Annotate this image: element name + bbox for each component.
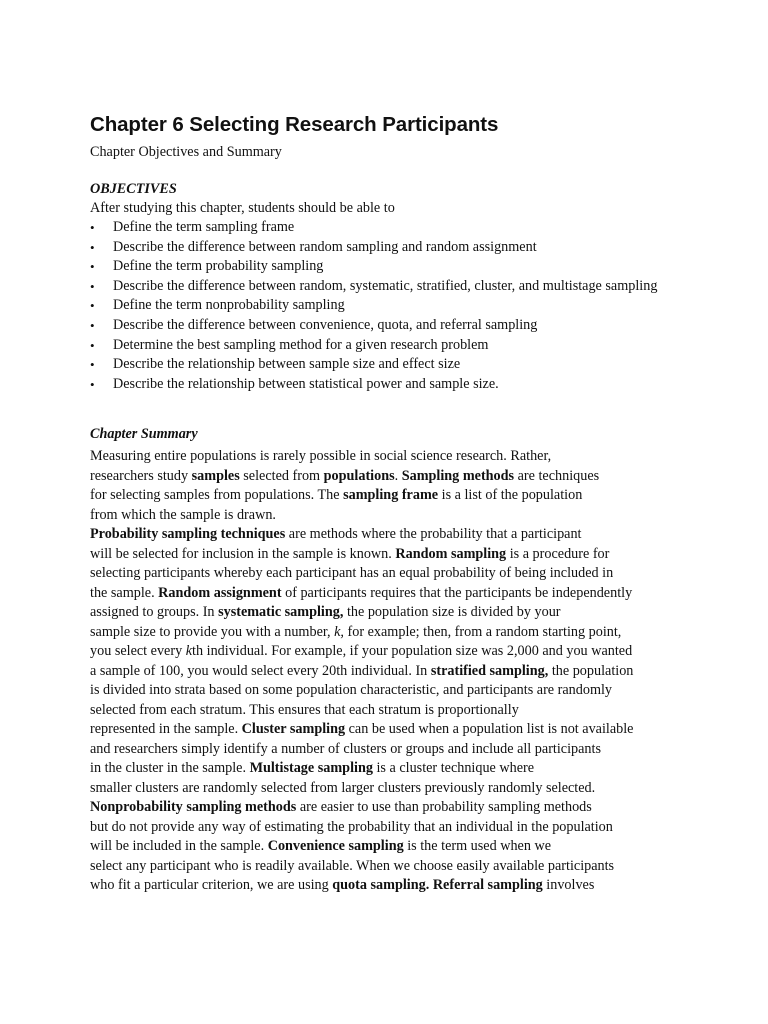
summary-line: [90, 486, 690, 506]
summary-line: [90, 798, 690, 818]
summary-line: [90, 447, 690, 467]
objective-item: [90, 218, 690, 238]
key-term: sampling frame: [343, 487, 439, 504]
summary-text: assigned to groups. In: [90, 604, 219, 621]
objective-item: [90, 375, 690, 395]
objective-text: Define the term sampling frame: [113, 219, 295, 235]
summary-text: represented in the sample.: [90, 721, 242, 738]
summary-line: [90, 603, 690, 623]
key-term: systematic sampling,: [218, 604, 344, 621]
objective-item: [90, 238, 690, 258]
summary-text: and researchers simply identify a number of clusters or groups and include all participants: [90, 740, 601, 757]
objective-item: [90, 296, 690, 316]
summary-text: .: [394, 467, 402, 484]
summary-text: selecting participants whereby each participant has an equal probability of being included in: [90, 565, 614, 582]
summary-text: are techniques: [514, 467, 600, 484]
objective-item: [90, 355, 690, 375]
summary-line: [90, 818, 690, 838]
summary-text: is a procedure for: [506, 545, 610, 562]
summary-text: you select every: [90, 643, 186, 660]
summary-text: are easier to use than probability sampling methods: [296, 799, 592, 816]
objective-text: Describe the difference between convenience, quota, and referral sampling: [113, 316, 538, 333]
summary-line: [90, 467, 690, 487]
summary-text: involves: [542, 877, 595, 894]
summary-paragraph: [90, 447, 690, 896]
summary-line: [90, 564, 690, 584]
key-term: Probability sampling techniques: [90, 526, 286, 543]
summary-text: of participants requires that the participants be independently: [281, 584, 633, 601]
summary-text: is the term used when we: [403, 838, 552, 855]
objective-item: [90, 316, 690, 336]
summary-text: will be included in the sample.: [90, 838, 268, 855]
summary-text: is a cluster technique where: [372, 760, 535, 777]
summary-line: [90, 662, 690, 682]
objective-text: Define the term nonprobability sampling: [113, 297, 345, 314]
bullet-icon: •: [90, 239, 95, 255]
summary-line: [90, 525, 690, 545]
summary-line: [90, 857, 690, 877]
objective-text: Describe the relationship between sample size and effect size: [113, 356, 461, 373]
summary-text: Measuring entire populations is rarely possible in social science research. Rather,: [90, 448, 552, 465]
page-subtitle: Chapter Objectives and Summary: [90, 144, 282, 160]
italic-variable: k,: [334, 623, 344, 640]
summary-text: sample size to provide you with a number,: [90, 623, 335, 640]
summary-line: [90, 720, 690, 740]
key-term: populations: [323, 467, 395, 484]
objective-item: [90, 277, 690, 297]
objective-text: Describe the difference between random sampling and random assignment: [113, 238, 537, 255]
summary-text: select any participant who is readily available. When we choose easily available participants: [90, 857, 615, 874]
summary-text: who fit a particular criterion, we are using: [90, 877, 333, 894]
key-term: samples: [191, 467, 240, 484]
summary-line: [90, 701, 690, 721]
summary-line: [90, 506, 690, 526]
objective-text: Describe the relationship between statistical power and sample size.: [113, 375, 499, 392]
summary-text: smaller clusters are randomly selected from larger clusters previously randomly selected.: [90, 779, 596, 796]
bullet-icon: •: [90, 259, 95, 275]
summary-text: the sample.: [90, 584, 159, 601]
key-term: Random assignment: [158, 584, 282, 601]
document-page: [90, 111, 690, 896]
summary-line: [90, 545, 690, 565]
objective-item: [90, 257, 690, 277]
key-term: Cluster sampling: [241, 721, 346, 738]
objective-item: [90, 336, 690, 356]
summary-line: [90, 779, 690, 799]
summary-text: the population size is divided by your: [343, 604, 561, 621]
bullet-icon: •: [90, 220, 95, 235]
summary-text: can be used when a population list is not available: [345, 721, 634, 738]
bullet-icon: •: [90, 337, 95, 353]
key-term: Random sampling: [395, 545, 507, 562]
key-term: Referral sampling: [432, 877, 543, 894]
page-title: Chapter 6 Selecting Research Participants: [90, 113, 499, 136]
bullet-icon: •: [90, 298, 95, 314]
key-term: Sampling methods: [401, 467, 515, 484]
summary-text: is a list of the population: [438, 487, 583, 504]
summary-text: is divided into strata based on some population characteristic, and participants are randomly: [90, 682, 613, 699]
summary-text: researchers study: [90, 467, 192, 484]
summary-line: [90, 876, 690, 896]
bullet-icon: •: [90, 317, 95, 333]
summary-heading: Chapter Summary: [90, 426, 198, 443]
key-term: stratified sampling,: [430, 662, 549, 679]
objective-text: Determine the best sampling method for a given research problem: [113, 336, 489, 353]
objective-text: Define the term probability sampling: [113, 258, 324, 275]
summary-text: from which the sample is drawn.: [90, 506, 276, 523]
key-term: Multistage sampling: [249, 760, 373, 777]
summary-text: selected from each stratum. This ensures that each stratum is proportionally: [90, 701, 519, 718]
objectives-list: [90, 218, 690, 394]
summary-text: a sample of 100, you would select every 20th individual. In: [90, 662, 431, 679]
summary-text: selected from: [239, 467, 324, 484]
summary-text: are methods where the probability that a participant: [285, 526, 582, 543]
summary-line: [90, 584, 690, 604]
summary-text: for example; then, from a random starting point,: [343, 623, 622, 640]
key-term: quota sampling.: [332, 877, 430, 894]
objectives-intro: After studying this chapter, students should be able to: [90, 200, 395, 216]
bullet-icon: •: [90, 376, 95, 392]
summary-text: in the cluster in the sample.: [90, 760, 250, 777]
key-term: Convenience sampling: [267, 838, 404, 855]
bullet-icon: •: [90, 357, 95, 373]
summary-line: [90, 759, 690, 779]
summary-line: [90, 642, 690, 662]
summary-line: [90, 681, 690, 701]
key-term: Nonprobability sampling methods: [90, 799, 297, 816]
objective-text: Describe the difference between random, systematic, stratified, cluster, and multistage sampling: [113, 277, 658, 294]
bullet-icon: •: [90, 278, 95, 294]
summary-text: the population: [548, 662, 634, 679]
summary-line: [90, 623, 690, 643]
summary-line: [90, 740, 690, 760]
summary-text: will be selected for inclusion in the sample is known.: [90, 545, 396, 562]
summary-text: th individual. For example, if your population size was 2,000 and you wanted: [192, 643, 633, 660]
italic-variable: k: [185, 643, 193, 660]
objectives-heading: OBJECTIVES: [90, 181, 177, 197]
summary-line: [90, 837, 690, 857]
summary-text: but do not provide any way of estimating the probability that an individual in the population: [90, 818, 613, 835]
summary-text: for selecting samples from populations. The: [90, 487, 344, 504]
